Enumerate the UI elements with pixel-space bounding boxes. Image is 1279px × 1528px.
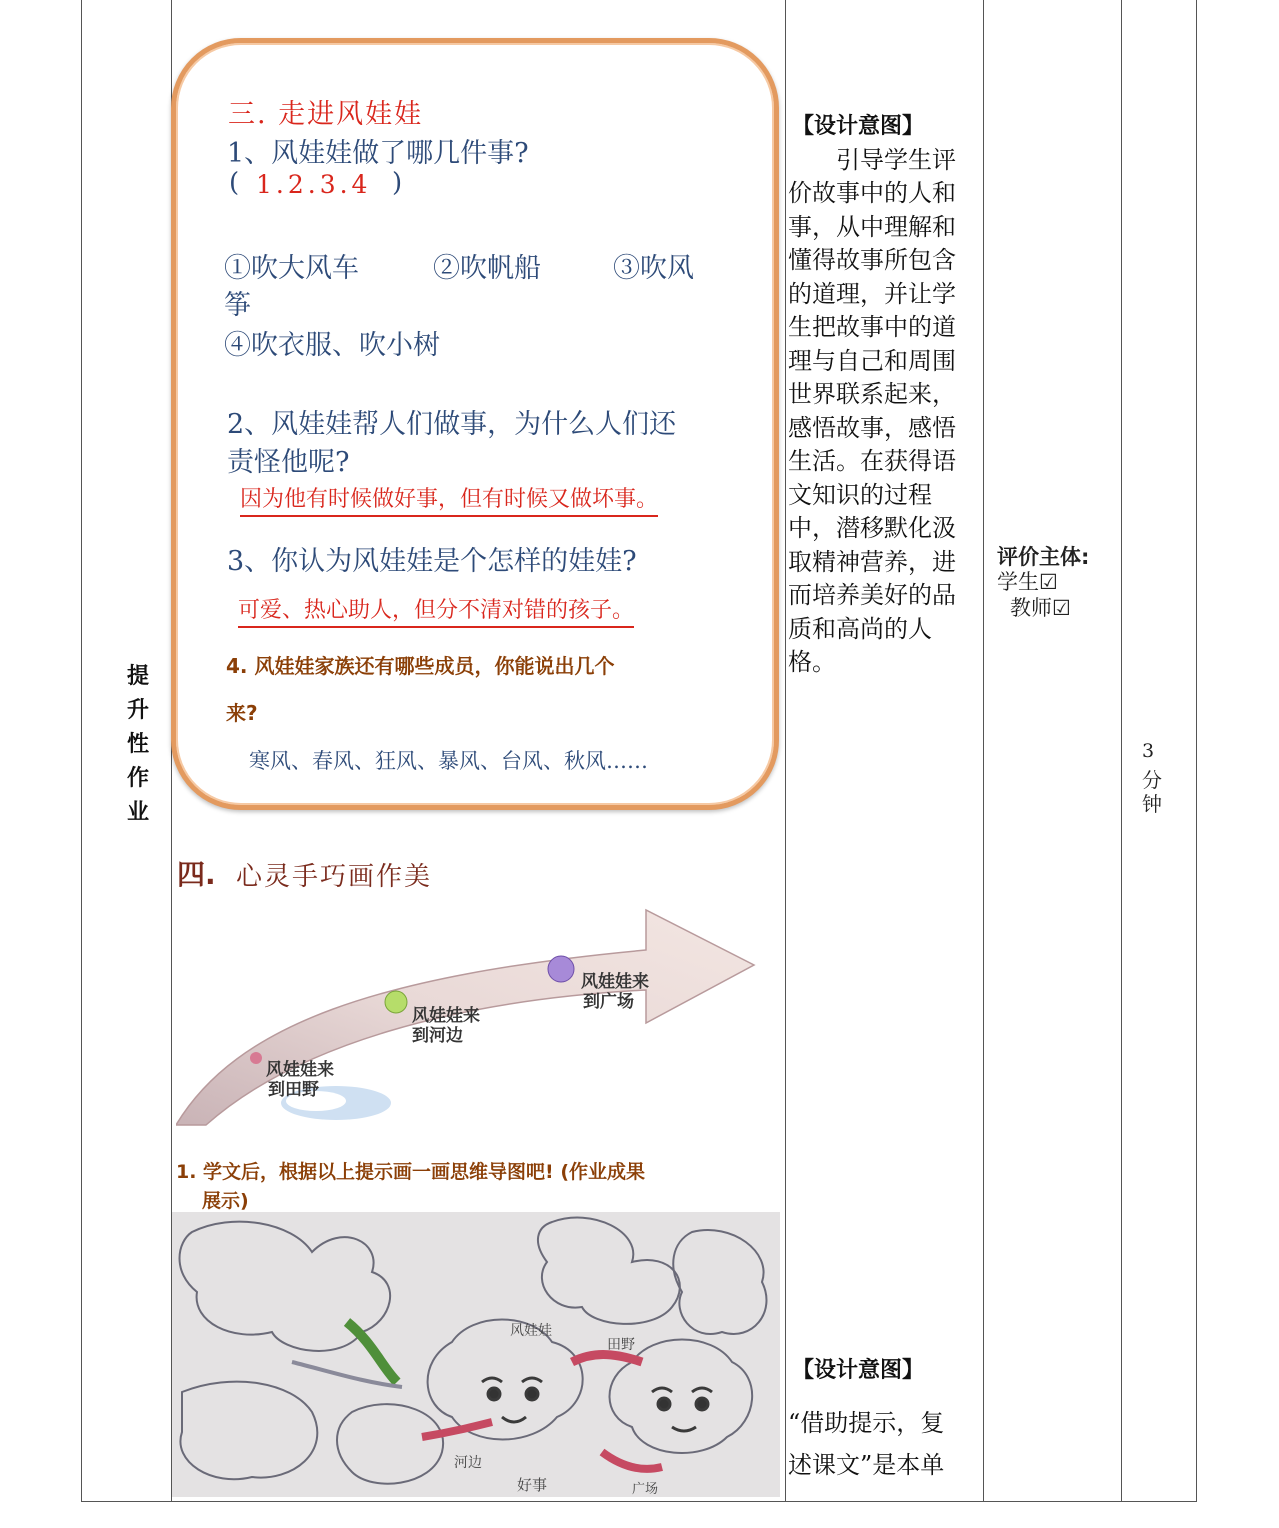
design-intent-1-line: 价故事中的人和 [788, 179, 956, 207]
time-unit-2: 钟 [1142, 792, 1162, 816]
question-1: 1、风娃娃做了哪几件事? [227, 138, 529, 169]
question-4-line2: 来? [226, 701, 258, 725]
section4-title: 心灵手巧画作美 [236, 862, 433, 892]
option-3: ③吹风 [613, 253, 694, 284]
table-border-col3 [983, 0, 984, 1502]
option-3-cont: 筝 [224, 290, 251, 321]
evaluation-label: 评价主体: [997, 545, 1090, 569]
row-label: 提 升 性 作 业 [126, 664, 149, 825]
arrow-label-2-line2: 到河边 [412, 1026, 463, 1046]
arrow-label-3-line1: 风娃娃来 [581, 972, 649, 992]
mindmap-word-river: 河边 [454, 1455, 482, 1471]
design-intent-2-line: 述课文”是本单 [788, 1451, 945, 1479]
arrow-label-2-line1: 风娃娃来 [412, 1006, 480, 1026]
design-intent-2-header: 【设计意图】 [792, 1358, 925, 1383]
question-3-answer: 可爱、热心助人，但分不清对错的孩子。 [238, 593, 634, 628]
design-intent-1-line: 的道理，并让学 [788, 279, 956, 308]
task-line2: 展示) [202, 1190, 249, 1212]
design-intent-1-line: 生把故事中的道 [788, 313, 956, 341]
option-1: ①吹大风车 [224, 253, 359, 284]
table-border-col4 [1121, 0, 1122, 1502]
table-border-bottom [81, 1501, 1197, 1502]
time-number: 3 [1142, 740, 1155, 762]
design-intent-2-line: “借助提示，复 [788, 1409, 945, 1437]
design-intent-1-header: 【设计意图】 [792, 114, 925, 139]
task-line1: 1. 学文后，根据以上提示画一画思维导图吧! (作业成果 [176, 1161, 646, 1183]
design-intent-1-line: 感悟故事，感悟 [788, 413, 956, 442]
mindmap-word-center: 风娃娃 [510, 1323, 552, 1339]
mindmap-word-field: 田野 [607, 1337, 635, 1353]
design-intent-1-line: 懂得故事所包含 [788, 246, 956, 274]
table-border-left [81, 0, 82, 1502]
design-intent-1-line: 生活。在获得语 [788, 447, 956, 475]
design-intent-1-line: 理与自己和周围 [788, 346, 956, 375]
evaluation-teacher: 教师☑ [1010, 596, 1071, 620]
mindmap-word-good: 好事 [517, 1476, 548, 1494]
option-4: ④吹衣服、吹小树 [224, 330, 440, 361]
mindmap-word-square: 广场 [632, 1482, 659, 1497]
question-4-answer: 寒风、春风、狂风、暴风、台风、秋风…… [249, 749, 648, 773]
design-intent-1-line: 世界联系起来， [788, 380, 956, 408]
section3-title: 三. 走进风娃娃 [228, 99, 424, 130]
design-intent-1-line: 格。 [788, 648, 836, 676]
time-unit-1: 分 [1142, 768, 1162, 792]
table-border-right [1196, 0, 1197, 1502]
q1-answer: 1.2.3.4 [256, 170, 372, 199]
question-2-line1: 2、风娃娃帮人们做事，为什么人们还 [227, 409, 677, 440]
arrow-label-3-line2: 到广场 [583, 992, 634, 1012]
design-intent-1-line: 而培养美好的品 [788, 581, 956, 609]
mindmap-drawing-photo [172, 1212, 780, 1497]
design-intent-1-line: 文知识的过程 [788, 480, 932, 509]
design-intent-1-line: 事，从中理解和 [788, 212, 956, 241]
design-intent-1-line: 中，潜移默化汲 [788, 514, 956, 542]
design-intent-1 [788, 110, 978, 680]
arrow-label-1-line1: 风娃娃来 [266, 1060, 334, 1080]
q1-close-paren: ) [392, 168, 403, 198]
arrow-label-1-line2: 到田野 [268, 1080, 319, 1100]
question-3: 3、你认为风娃娃是个怎样的娃娃? [227, 546, 637, 577]
question-2-answer: 因为他有时候做好事，但有时候又做坏事。 [240, 482, 658, 517]
table-border-col2 [785, 0, 786, 1502]
design-intent-1-line: 取精神营养，进 [788, 547, 956, 576]
story-arrow-image [176, 905, 756, 1130]
design-intent-1-line: 质和高尚的人 [788, 614, 932, 643]
question-4-line1: 4. 风娃娃家族还有哪些成员，你能说出几个 [226, 654, 615, 678]
design-intent-1-line: 引导学生评 [788, 145, 956, 174]
evaluation-student: 学生☑ [997, 570, 1058, 594]
q1-open-paren: ( [229, 168, 240, 198]
design-intent-2 [788, 1350, 978, 1486]
question-2-line2: 责怪他呢? [227, 447, 350, 478]
option-2: ②吹帆船 [433, 253, 541, 284]
section4-number: 四. [177, 858, 216, 891]
